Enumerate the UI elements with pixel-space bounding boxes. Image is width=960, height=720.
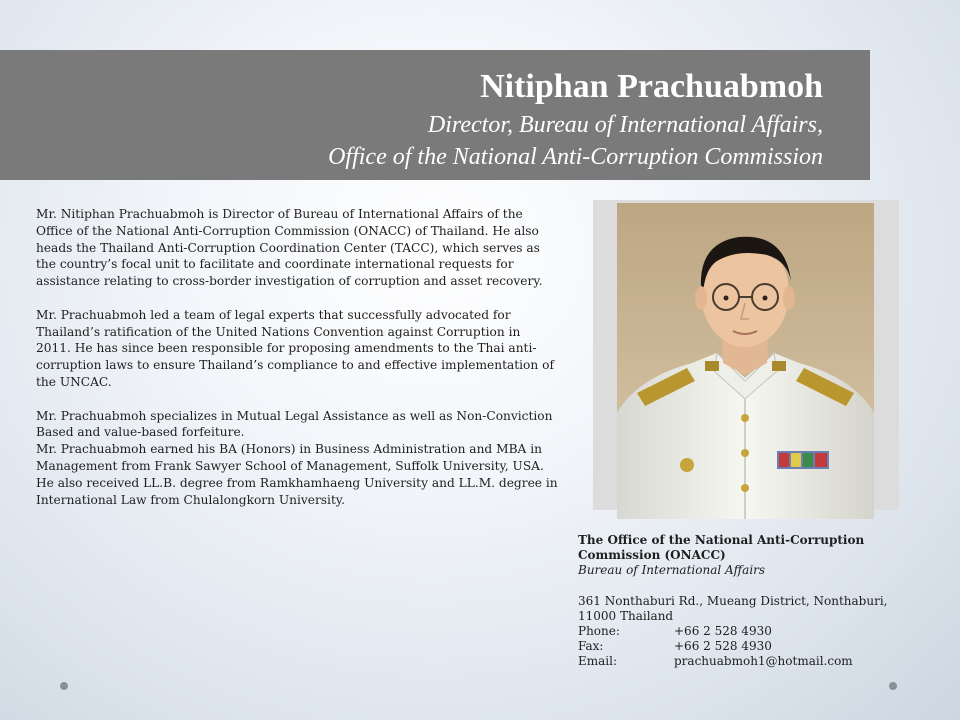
email-label: Email: (578, 654, 618, 669)
bio-paragraph-4: Mr. Prachuabmoh earned his BA (Honors) in Business Administration and MBA in Management from Frank Sawyer School of Management, Suffolk University, USA. He also received LL.B. degree from Ramkhamhaeng University and LL.M. degree in International Law from Chulalongkorn University. (36, 442, 558, 507)
fax-label: Fax: (578, 639, 604, 654)
bio-paragraph-1: Mr. Nitiphan Prachuabmoh is Director of Bureau of International Affairs of the Office of the National Anti-Corruption Commission (ONACC) of Thailand. He also heads the Thailand Anti-Corruption Coordination Center (TACC), which serves as the country’s focal unit to facilitate and coordinate international requests for assistance relating to cross-border investigation of corruption and asset recovery. (36, 207, 543, 289)
organization-address: 361 Nonthaburi Rd., Mueang District, Nonthaburi, 11000 Thailand (578, 593, 888, 623)
fax-value: +66 2 528 4930 (674, 639, 772, 654)
title-band (0, 50, 870, 180)
decorative-dot-right (889, 682, 897, 690)
phone-row (578, 624, 918, 639)
email-link[interactable]: prachuabmoh1@hotmail.com (674, 654, 853, 669)
phone-value: +66 2 528 4930 (674, 624, 772, 639)
portrait-illustration (617, 203, 874, 519)
portrait-frame (593, 200, 899, 510)
decorative-dot-left (60, 682, 68, 690)
speaker-role-line-2: Office of the National Anti-Corruption Commission (328, 144, 823, 170)
speaker-role-line-1: Director, Bureau of International Affairs, (427, 112, 823, 138)
portrait-photo (617, 203, 874, 519)
biography (36, 206, 558, 508)
organization-contact (578, 533, 918, 670)
bio-paragraph-2: Mr. Prachuabmoh led a team of legal experts that successfully advocated for Thailand’s ratification of the United Nations Convention against Corruption in 2011. He has since been responsible for proposing amendments to the Thai anti-corruption laws to ensure Thailand’s compliance to and effective implementation of the UNCAC. (36, 307, 554, 389)
fax-row (578, 639, 918, 654)
spacer (578, 579, 918, 594)
email-row (578, 654, 918, 669)
bio-paragraph-3: Mr. Prachuabmoh specializes in Mutual Legal Assistance as well as Non-Conviction Based and value-based forfeiture. (36, 408, 553, 440)
organization-unit: Bureau of International Affairs (578, 563, 766, 578)
organization-name: The Office of the National Anti-Corruption Commission (ONACC) (578, 533, 865, 563)
phone-label: Phone: (578, 624, 620, 639)
speaker-name: Nitiphan Prachuabmoh (480, 68, 823, 105)
